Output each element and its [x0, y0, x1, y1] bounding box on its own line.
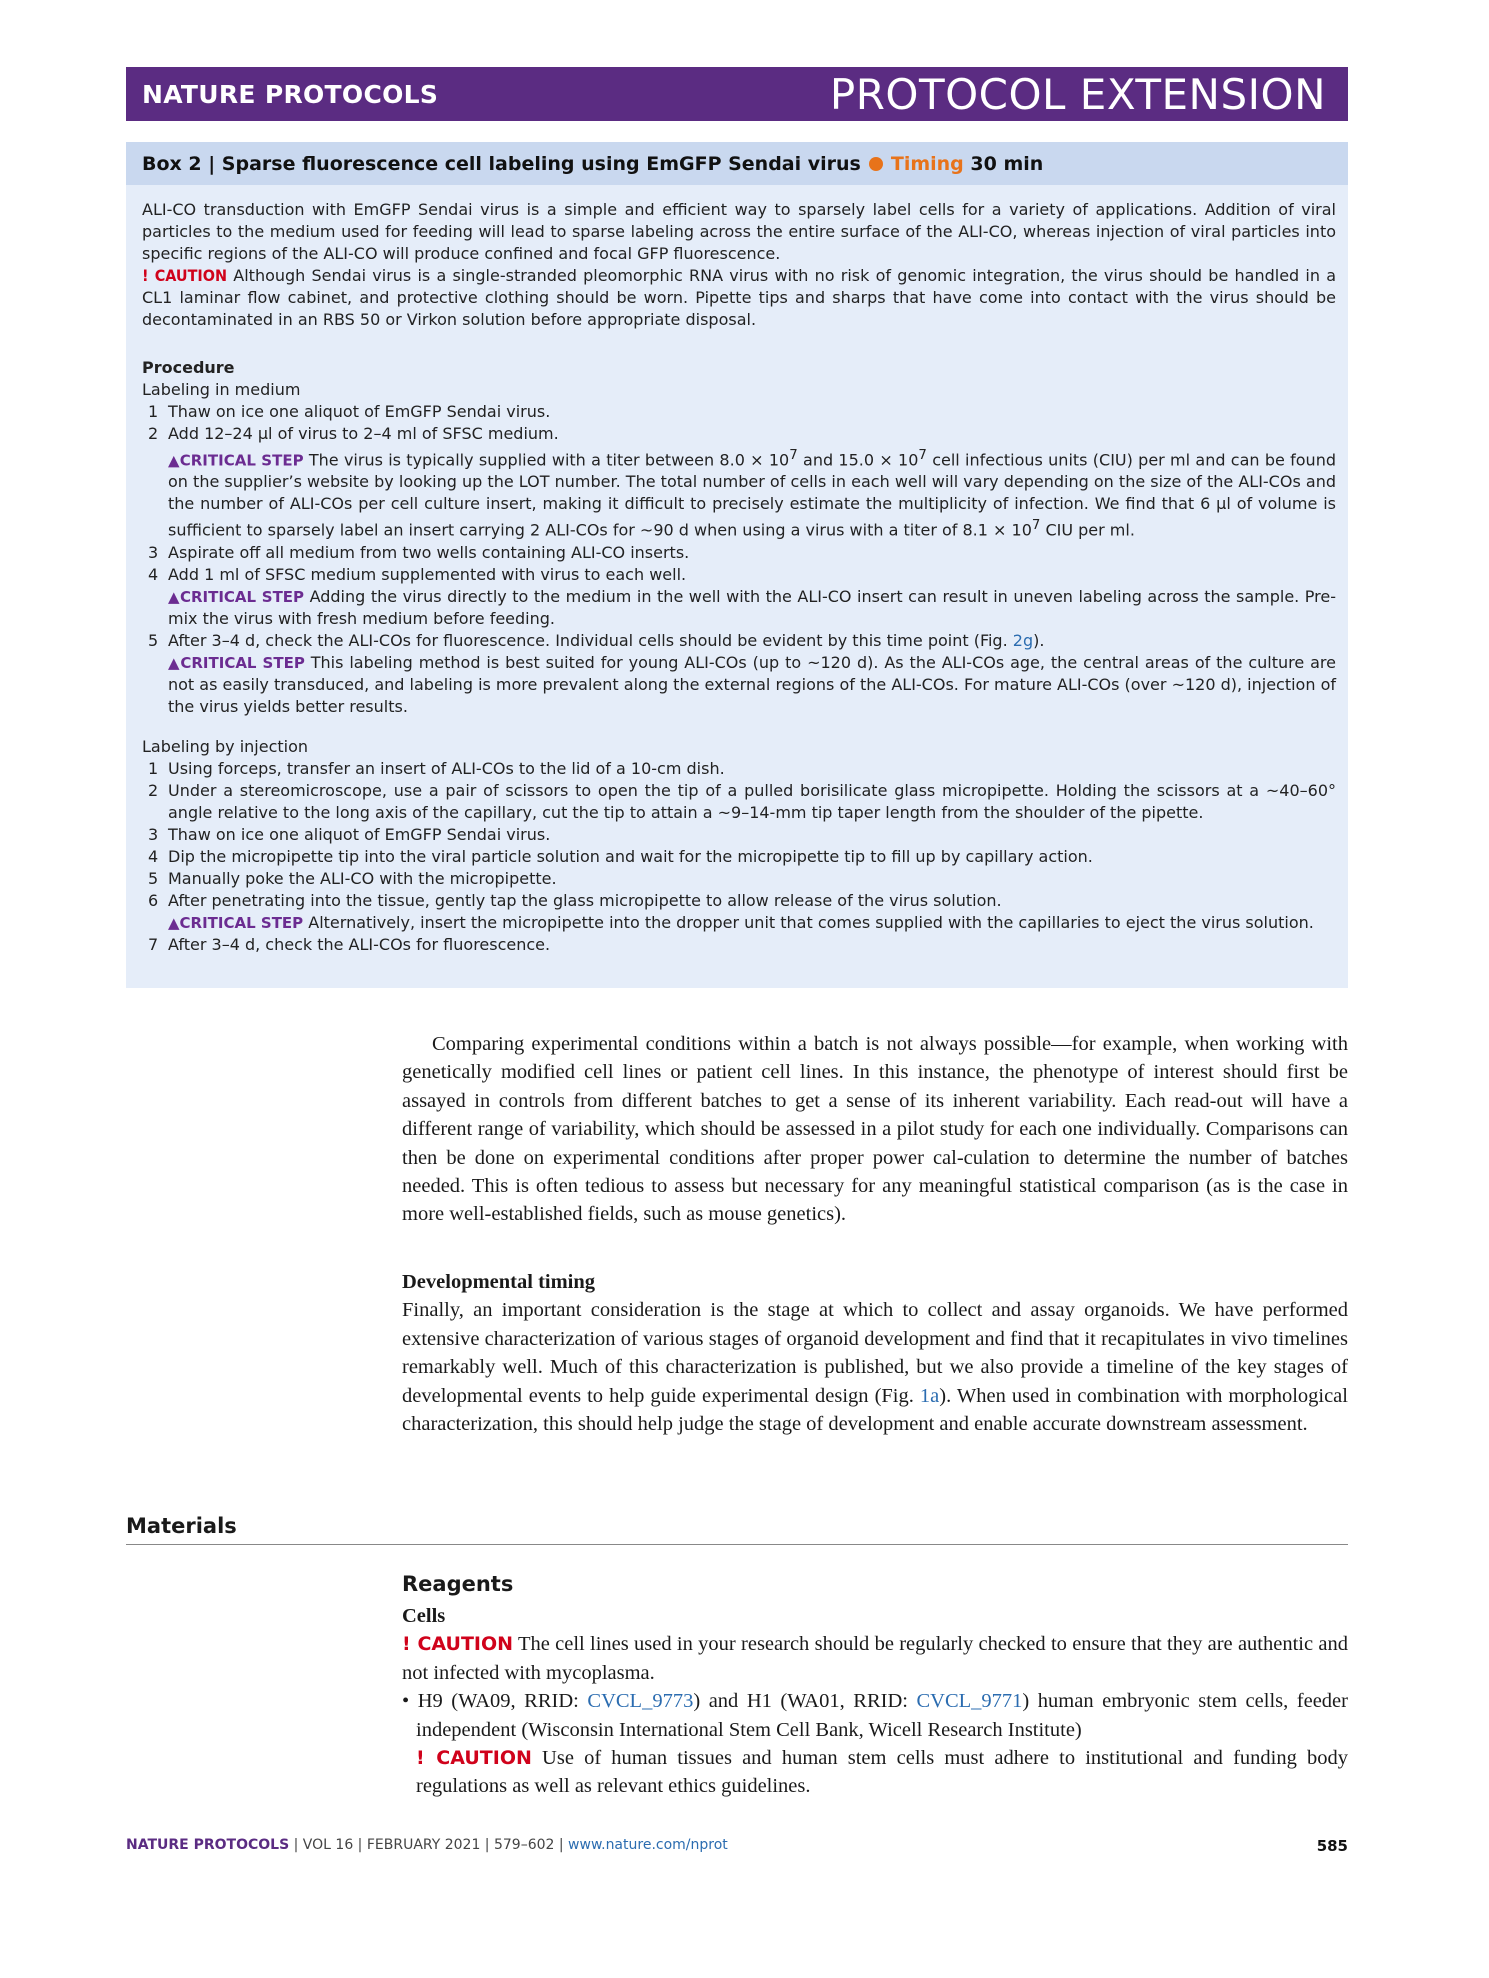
body-paragraph-1: Comparing experimental conditions within a batch is not always possible—for example, when working with genetically modified cell lines or patient cell lines. In this instance, the phenotype of interest should first be assayed in controls from different batches to get a sense of its inherent variability. Each read-out will have a different range of variability, which should be assessed in a pilot study for each one individually. Comparisons can then be done on experimental conditions after proper power cal-culation to determine the number of batches needed. This is often tedious to assess but necessary for any meaningful statistical comparison (as is the case in more well-established fields, such as mouse genetics). — [402, 1033, 1348, 1226]
medium-heading: Labeling in medium — [142, 380, 301, 399]
box-caution — [142, 265, 1336, 331]
list-item: 5 Manually poke the ALI-CO with the micropipette. — [148, 868, 557, 888]
caution-text: Although Sendai virus is a single-stranded pleomorphic RNA virus with no risk of genomic integration, the virus should be handled in a CL1 laminar flow cabinet, and protective clothing should be worn. Pipette tips and sharps that have come into contact with the virus should be decontaminated in an RBS 50 or Virkon solution before appropriate disposal. — [142, 266, 1337, 329]
list-item: 1 Thaw on ice one aliquot of EmGFP Sendai virus. — [148, 402, 551, 421]
list-item: 4 Add 1 ml of SFSC medium supplemented with virus to each well. ▲CRITICAL STEP Adding the virus directly to the medium in the well with the ALI-CO insert can result in uneven labeling across the sample. Pre-mix the virus with fresh medium before feeding. — [148, 564, 1336, 628]
critical-step-label: ▲CRITICAL STEP — [168, 653, 305, 672]
cells-section — [402, 1602, 1348, 1801]
box-intro: ALI-CO transduction with EmGFP Sendai virus is a simple and efficient way to sparsely label cells for a variety of applications. Addition of viral particles to the medium used for feeding will lead to sparse labeling across the entire surface of the ALI-CO, whereas injection of viral particles into specific regions of the ALI-CO will produce confined and focal GFP fluorescence. — [142, 200, 1336, 263]
figure-link[interactable]: 1a — [919, 1384, 940, 1407]
cells-caution: ! CAUTION The cell lines used in your research should be regularly checked to ensure that they are authentic and not infected with mycoplasma. — [402, 1633, 1348, 1684]
cells-heading: Cells — [402, 1605, 446, 1627]
timing-label: Timing — [890, 152, 964, 175]
materials-heading: Materials — [126, 1514, 1348, 1545]
rrid-link[interactable]: CVCL_9771 — [916, 1690, 1023, 1713]
list-item: 3 Thaw on ice one aliquot of EmGFP Sendai virus. — [148, 824, 551, 844]
list-item: 2 Under a stereomicroscope, use a pair of scissors to open the tip of a pulled borisilicate glass micropipette. Holding the scissors at a ~40–60° angle relative to the long axis of the capillary, cut the tip to attain a ~9–14-mm tip taper length from the shoulder of the pipette. — [148, 780, 1336, 822]
journal-url-link[interactable]: www.nature.com/nprot — [568, 1837, 728, 1853]
section-heading: Developmental timing — [402, 1271, 596, 1293]
footer-citation: NATURE PROTOCOLS | VOL 16 | FEBRUARY 2021 | 579–602 | www.nature.com/nprot — [126, 1837, 728, 1853]
critical-step-label: ▲CRITICAL STEP — [168, 913, 304, 932]
caution-label: ! CAUTION — [402, 1633, 514, 1656]
box-2 — [126, 142, 1348, 988]
list-item: 3 Aspirate off all medium from two wells containing ALI-CO inserts. — [148, 542, 690, 562]
timing-value: 30 min — [970, 152, 1044, 175]
medium-steps — [142, 401, 1336, 718]
injection-steps — [142, 758, 1336, 956]
list-item: • H9 (WA09, RRID: CVCL_9773) and H1 (WA01, RRID: CVCL_9771) human embryonic stem cells, feeder independent (Wisconsin International Stem Cell Bank, Wicell Research Institute) ! CAUTION Use of human tissues and human stem cells must adhere to institutional and funding body regulations as well as relevant ethics guidelines. — [402, 1690, 1349, 1798]
list-item: 6 After penetrating into the tissue, gently tap the glass micropipette to allow release of the virus solution. ▲CRITICAL STEP Alternatively, insert the micropipette into the dropper unit that comes supplied with the capillaries to eject the virus solution. — [148, 890, 1314, 932]
figure-link[interactable]: 2g — [1012, 630, 1034, 650]
timing-dot-icon — [869, 157, 883, 171]
procedure-heading: Procedure — [142, 358, 235, 377]
box-title-text: Box 2 | Sparse fluorescence cell labeling using EmGFP Sendai virus — [142, 152, 861, 175]
developmental-timing-section — [402, 1268, 1348, 1438]
article-type: PROTOCOL EXTENSION — [829, 69, 1326, 119]
rrid-link[interactable]: CVCL_9773 — [587, 1690, 694, 1713]
critical-step-label: ▲CRITICAL STEP — [168, 587, 305, 606]
box-title — [126, 142, 1348, 185]
injection-heading: Labeling by injection — [142, 736, 309, 756]
critical-step-label: ▲CRITICAL STEP — [168, 451, 304, 470]
list-item: 5 After 3–4 d, check the ALI-COs for fluorescence. Individual cells should be evident by this time point (Fig. 2g). ▲CRITICAL STEP This labeling method is best suited for young ALI-COs (up to ~120 d). As the ALI-COs age, the central areas of the culture are not as easily transduced, and labeling is more prevalent along the external regions of the ALI-COs. For mature ALI-COs (over ~120 d), injection of the virus yields better results. — [148, 630, 1336, 716]
list-item: 1 Using forceps, transfer an insert of ALI-COs to the lid of a 10-cm dish. — [148, 758, 725, 778]
box-body — [142, 199, 1336, 956]
page-number: 585 — [1316, 1837, 1348, 1855]
caution-label: ! CAUTION — [416, 1747, 532, 1770]
list-item: 2 Add 12–24 µl of virus to 2–4 ml of SFSC medium. ▲CRITICAL STEP The virus is typically supplied with a titer between $8.0 \times 10^7$ and $15.0 \times 10^7$ cell infectious units (CIU) per ml and can be found on the supplier’s website by looking up the LOT number. The total number of cells in each well will vary depending on the size of the ALI-COs and the number of ALI-COs per cell culture insert, making it difficult to precisely estimate the multiplicity of infection. We find that 6 µl of volume is sufficient to sparsely label an insert carrying 2 ALI-COs for ~90 d when using a virus with a titer of $8.1 \times 10^7$ CIU per ml. — [148, 424, 1336, 540]
journal-header — [126, 67, 1348, 121]
page-footer — [126, 1837, 1348, 1855]
journal-name: NATURE PROTOCOLS — [142, 79, 439, 109]
reagents-heading: Reagents — [402, 1572, 514, 1596]
caution-label: ! CAUTION — [142, 266, 228, 285]
body-paragraph-2: Finally, an important consideration is the stage at which to collect and assay organoids. We have performed extensive characterization of various stages of organoid development and find that it recapitulates in vivo timelines remarkably well. Much of this characterization is published, but we also provide a timeline of the key stages of developmental events to help guide experimental design (Fig. 1a). When used in combination with morphological characterization, this should help judge the stage of development and enable accurate downstream assessment. — [402, 1299, 1348, 1436]
list-item: 7 After 3–4 d, check the ALI-COs for fluorescence. — [148, 934, 551, 954]
list-item: 4 Dip the micropipette tip into the viral particle solution and wait for the micropipette tip to fill up by capillary action. — [148, 846, 1093, 866]
